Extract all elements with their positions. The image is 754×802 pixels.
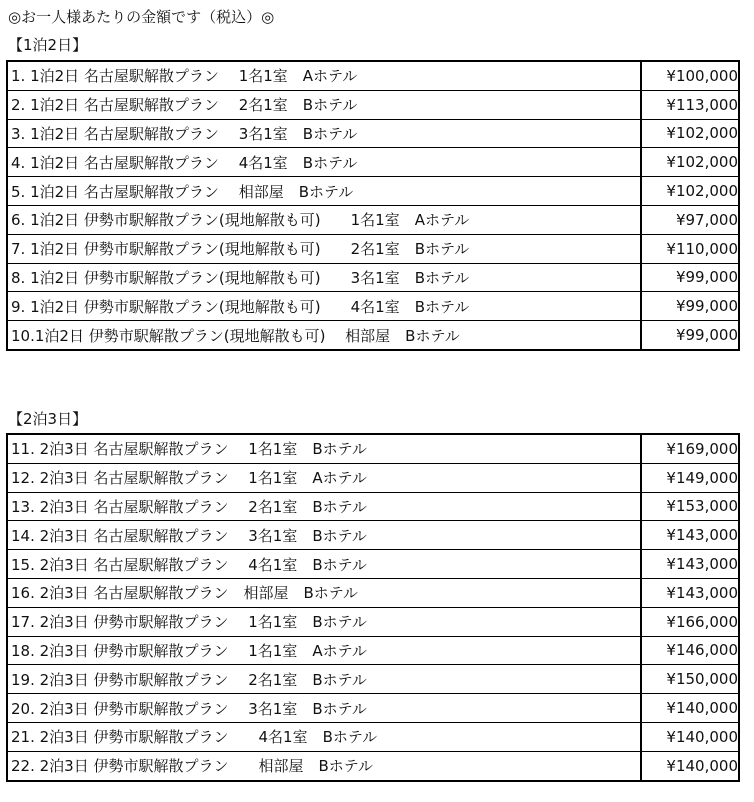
plan-description: 8. 1泊2日 伊勢市駅解散プラン(現地解散も可) 3名1室 Bホテル: [7, 263, 641, 292]
table-row: [7, 148, 739, 177]
table-row: [7, 722, 739, 751]
table-row: [7, 521, 739, 550]
table-row: [7, 434, 739, 463]
plan-price: ¥149,000: [641, 463, 739, 492]
price-table-2nights: [6, 433, 740, 782]
plan-description: 14. 2泊3日 名古屋駅解散プラン 3名1室 Bホテル: [7, 521, 641, 550]
plan-price: ¥99,000: [641, 263, 739, 292]
plan-price: ¥150,000: [641, 665, 739, 694]
plan-description: 15. 2泊3日 名古屋駅解散プラン 4名1室 Bホテル: [7, 550, 641, 579]
plan-description: 10.1泊2日 伊勢市駅解散プラン(現地解散も可) 相部屋 Bホテル: [7, 321, 641, 350]
table-row: [7, 61, 739, 90]
table-row: [7, 751, 739, 780]
plan-price: ¥146,000: [641, 636, 739, 665]
plan-description: 18. 2泊3日 伊勢市駅解散プラン 1名1室 Aホテル: [7, 636, 641, 665]
plan-description: 13. 2泊3日 名古屋駅解散プラン 2名1室 Bホテル: [7, 492, 641, 521]
plan-price: ¥140,000: [641, 694, 739, 723]
plan-description: 3. 1泊2日 名古屋駅解散プラン 3名1室 Bホテル: [7, 119, 641, 148]
table-row: [7, 234, 739, 263]
plan-price: ¥113,000: [641, 90, 739, 119]
plan-price: ¥99,000: [675, 326, 738, 345]
plan-description: 1. 1泊2日 名古屋駅解散プラン 1名1室 Aホテル: [7, 61, 641, 90]
plan-description: 20. 2泊3日 伊勢市駅解散プラン 3名1室 Bホテル: [7, 694, 641, 723]
price-table-1night: [6, 60, 740, 351]
table-row: [7, 90, 739, 119]
plan-price: ¥97,000: [641, 205, 739, 234]
plan-price: ¥102,000: [641, 177, 739, 206]
table-row: [7, 263, 739, 292]
table-row: [7, 119, 739, 148]
plan-description: 16. 2泊3日 名古屋駅解散プラン 相部屋 Bホテル: [7, 578, 641, 607]
plan-price: ¥110,000: [641, 234, 739, 263]
plan-price: ¥140,000: [666, 756, 738, 775]
plan-description: 19. 2泊3日 伊勢市駅解散プラン 2名1室 Bホテル: [7, 665, 641, 694]
plan-description: 11. 2泊3日 名古屋駅解散プラン 1名1室 Bホテル: [7, 434, 641, 463]
plan-description: 7. 1泊2日 伊勢市駅解散プラン(現地解散も可) 2名1室 Bホテル: [7, 234, 641, 263]
plan-price: ¥102,000: [641, 119, 739, 148]
plan-description: 17. 2泊3日 伊勢市駅解散プラン 1名1室 Bホテル: [7, 607, 641, 636]
plan-description: 22. 2泊3日 伊勢市駅解散プラン 相部屋 Bホテル: [7, 751, 641, 780]
plan-description: 12. 2泊3日 名古屋駅解散プラン 1名1室 Aホテル: [7, 463, 641, 492]
plan-price: ¥143,000: [641, 521, 739, 550]
plan-price: ¥143,000: [641, 578, 739, 607]
plan-description: 9. 1泊2日 伊勢市駅解散プラン(現地解散も可) 4名1室 Bホテル: [7, 292, 641, 321]
table-row: [7, 177, 739, 206]
table-row: [7, 205, 739, 234]
section-label-1night: 【1泊2日】: [8, 36, 88, 54]
plan-price: ¥140,000: [641, 722, 739, 751]
table-row: [7, 492, 739, 521]
plan-price: ¥102,000: [641, 148, 739, 177]
table-row: [7, 292, 739, 321]
section-label-2nights: 【2泊3日】: [8, 410, 88, 428]
price-note-heading: ◎お一人様あたりの金額です（税込）◎: [8, 8, 275, 26]
table-row: [7, 636, 739, 665]
plan-price: ¥169,000: [641, 434, 739, 463]
table-row: [7, 578, 739, 607]
plan-description: 21. 2泊3日 伊勢市駅解散プラン 4名1室 Bホテル: [7, 722, 641, 751]
table-row: [7, 607, 739, 636]
plan-description: 5. 1泊2日 名古屋駅解散プラン 相部屋 Bホテル: [7, 177, 641, 206]
plan-price: ¥143,000: [641, 550, 739, 579]
plan-price: ¥153,000: [641, 492, 739, 521]
plan-description: 4. 1泊2日 名古屋駅解散プラン 4名1室 Bホテル: [7, 148, 641, 177]
plan-description: 6. 1泊2日 伊勢市駅解散プラン(現地解散も可) 1名1室 Aホテル: [7, 205, 641, 234]
plan-price: ¥99,000: [641, 292, 739, 321]
plan-description: 2. 1泊2日 名古屋駅解散プラン 2名1室 Bホテル: [7, 90, 641, 119]
table-row: [7, 321, 739, 350]
table-row: [7, 665, 739, 694]
table-row: [7, 463, 739, 492]
table-row: [7, 694, 739, 723]
table-row: [7, 550, 739, 579]
plan-price: ¥100,000: [641, 61, 739, 90]
plan-price: ¥166,000: [641, 607, 739, 636]
